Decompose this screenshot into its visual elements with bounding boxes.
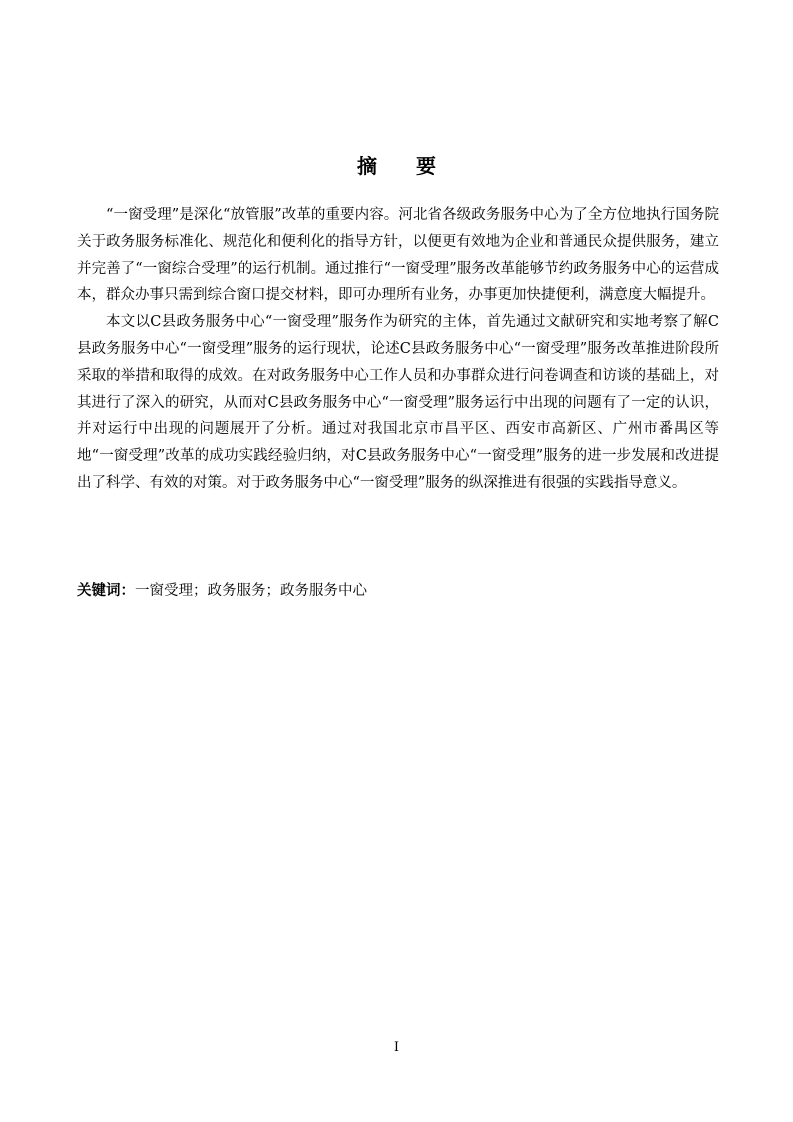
keywords-line bbox=[77, 580, 719, 602]
abstract-paragraph-1: “一窗受理”是深化“放管服”改革的重要内容。河北省各级政务服务中心为了全方位地执行国务院关于政务服务标准化、规范化和便利化的指导方针，以便更有效地为企业和普通民众提供服务，建立并完善了“一窗综合受理”的运行机制。通过推行“一窗受理”服务改革能够节约政务服务中心的运营成本，群众办事只需到综合窗口提交材料，即可办理所有业务，办事更加快捷便利，满意度大幅提升。 bbox=[77, 207, 719, 304]
keywords-label: 关键词： bbox=[77, 583, 135, 599]
abstract-paragraph-2: 本文以C县政务服务中心“一窗受理”服务作为研究的主体，首先通过文献研究和实地考察了解C县政务服务中心“一窗受理”服务的运行现状，论述C县政务服务中心“一窗受理”服务改革推进阶段所采取的举措和取得的成效。在对政务服务中心工作人员和办事群众进行问卷调查和访谈的基础上，对其进行了深入的研究，从而对C县政务服务中心“一窗受理”服务运行中出现的问题有了一定的认识，并对运行中出现的问题展开了分析。通过对我国北京市昌平区、西安市高新区、广州市番禺区等地“一窗受理”改革的成功实践经验归纳，对C县政务服务中心“一窗受理”服务的进一步发展和改进提出了科学、有效的对策。对于政务服务中心“一窗受理”服务的纵深推进有很强的实践指导意义。 bbox=[77, 314, 719, 491]
keywords-value: 一窗受理；政务服务；政务服务中心 bbox=[135, 583, 367, 599]
page-number: I bbox=[393, 1040, 400, 1055]
abstract-title: 摘 要 bbox=[357, 154, 452, 178]
abstract-body bbox=[77, 202, 719, 497]
